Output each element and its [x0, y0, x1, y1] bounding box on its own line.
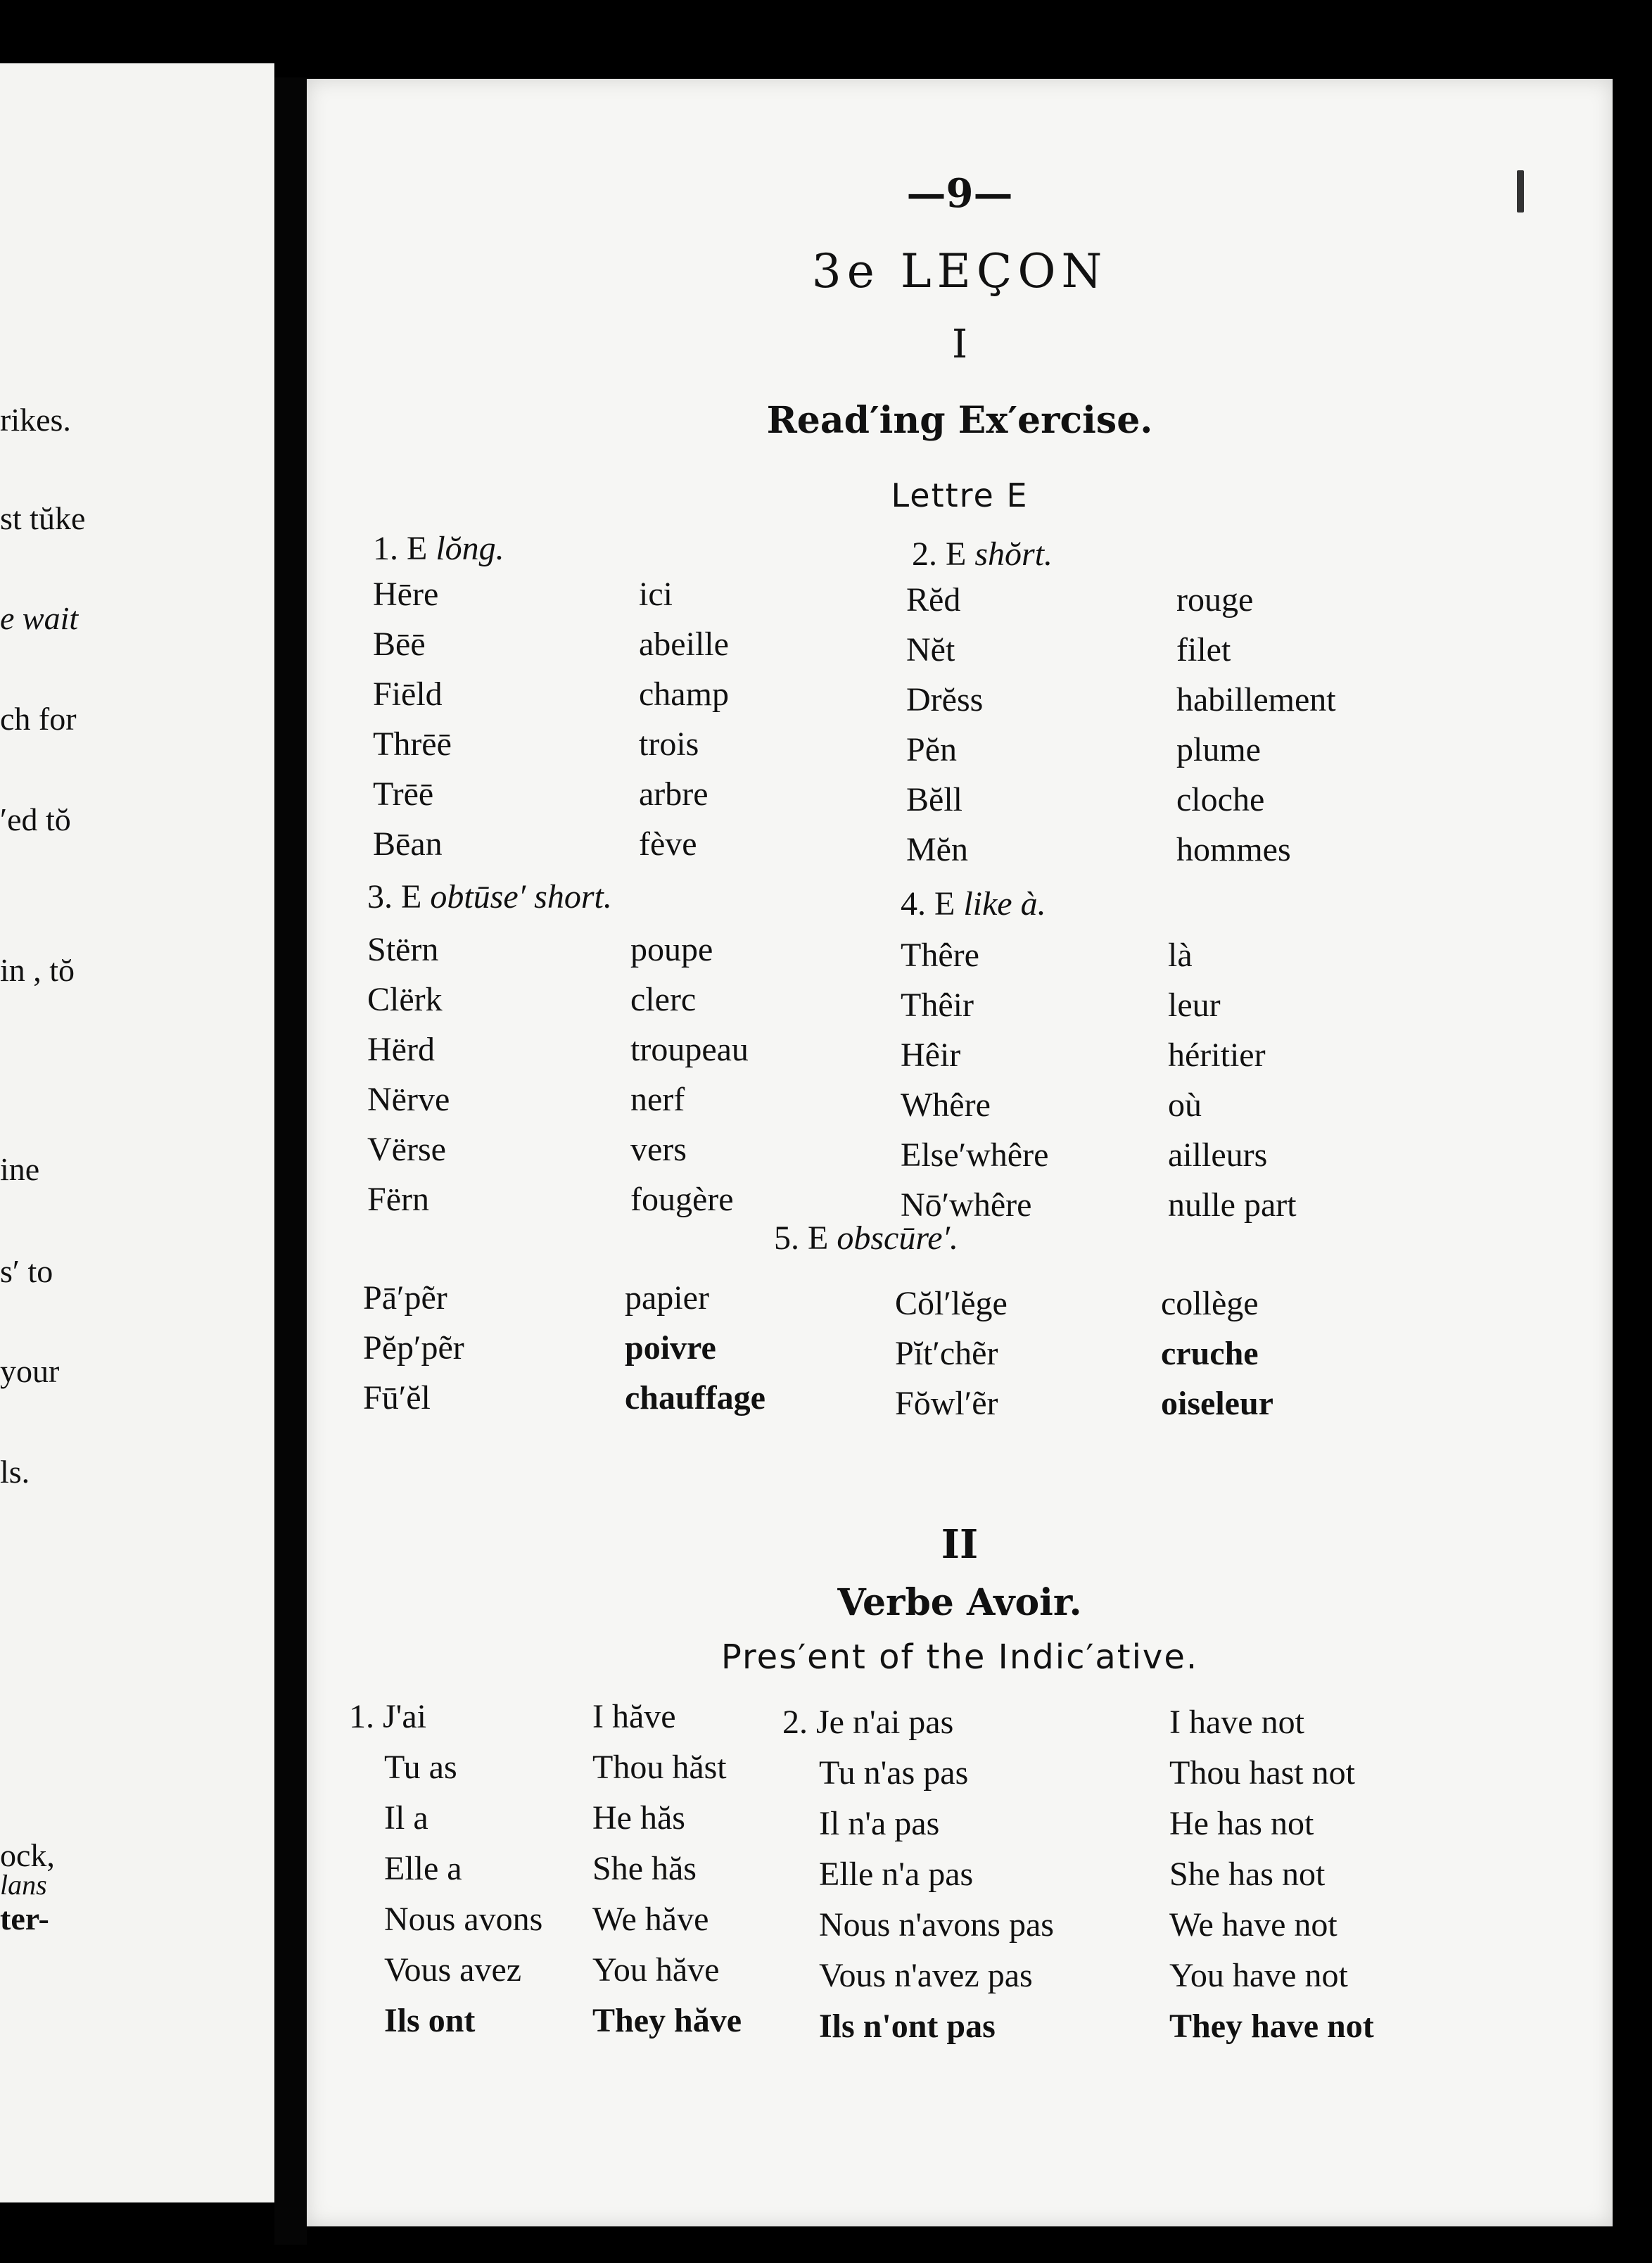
conjugation-cell: Tu n'as pas	[819, 1754, 969, 1792]
reading-exercise-title: Read′ing Ex′ercise.	[766, 399, 1153, 442]
word-cell: Cŏl′lĕge	[895, 1285, 1008, 1322]
word-cell: Fërn	[367, 1181, 429, 1218]
left-page-line: in , tŏ	[0, 952, 75, 988]
conjugation-cell: Il n'a pas	[819, 1805, 940, 1842]
left-page-line: ch for	[0, 701, 77, 737]
word-cell: abeille	[639, 626, 729, 663]
word-cell: plume	[1176, 731, 1261, 768]
word-cell: Pĕn	[906, 731, 957, 768]
left-page-line: ine	[0, 1151, 40, 1187]
word-cell: Fŏwl′ẽr	[895, 1385, 998, 1422]
word-cell: chauffage	[625, 1379, 765, 1416]
conjugation-cell: They have not	[1169, 2008, 1374, 2045]
word-cell: Nërve	[367, 1081, 450, 1118]
left-page-line: lans	[0, 1869, 47, 1901]
word-cell: Hēre	[373, 576, 439, 613]
word-cell: arbre	[639, 775, 709, 813]
word-cell: fougère	[630, 1181, 734, 1218]
word-cell: Thêir	[901, 987, 974, 1024]
word-cell: Fū′ĕl	[363, 1379, 431, 1416]
conjugation-cell: Thou hast not	[1169, 1754, 1355, 1792]
page-number: —9—	[906, 170, 1013, 217]
word-cell: cruche	[1161, 1335, 1259, 1372]
word-cell: clerc	[630, 981, 697, 1018]
conjugation-cell: I have not	[1169, 1704, 1304, 1741]
word-cell: Thêre	[901, 937, 979, 974]
conjugation-cell: Ils ont	[384, 2002, 476, 2039]
left-page-line: st tŭke	[0, 500, 86, 536]
conjugation-cell: Nous avons	[384, 1901, 543, 1938]
conjugation-cell: You hăve	[592, 1951, 720, 1989]
conjugation-cell: She has not	[1169, 1856, 1326, 1893]
conjugation-cell: Ils n'ont pas	[819, 2008, 996, 2045]
conjugation-cell: Il a	[384, 1799, 428, 1837]
word-cell: Mĕn	[906, 831, 968, 868]
previous-page-fragment	[0, 63, 274, 2202]
conjugation-cell: Nous n'avons pas	[819, 1906, 1054, 1944]
left-page-line: ′ed tŏ	[0, 801, 71, 837]
print-mark	[1517, 170, 1524, 213]
word-cell: Pĭt′chẽr	[895, 1335, 998, 1372]
conjugation-cell: He has not	[1169, 1805, 1314, 1842]
verb-title: Verbe Avoir.	[837, 1581, 1082, 1624]
word-cell: ailleurs	[1168, 1136, 1268, 1174]
section-one-numeral: I	[951, 322, 968, 367]
word-cell: poivre	[625, 1329, 716, 1367]
conjugation-cell: Tu as	[384, 1749, 457, 1786]
conjugation-cell: She hăs	[592, 1850, 697, 1887]
group-heading-1: 1. E lŏng.	[373, 530, 504, 567]
word-cell: là	[1168, 937, 1193, 974]
group-heading-5: 5. E obscūre′.	[774, 1219, 959, 1257]
left-page-line: ter-	[0, 1901, 49, 1936]
word-cell: Bēan	[373, 825, 443, 863]
word-cell: Trēē	[373, 775, 434, 813]
left-page-line: s′ to	[0, 1253, 53, 1289]
word-cell: Clërk	[367, 981, 443, 1018]
lesson-title: 3e LEÇON	[811, 244, 1108, 298]
book-gutter	[274, 77, 307, 2245]
conjugation-cell: Vous n'avez pas	[819, 1957, 1033, 1994]
group-heading-4: 4. E like à.	[901, 885, 1046, 923]
word-cell: Hërd	[367, 1031, 435, 1068]
word-cell: hommes	[1176, 831, 1291, 868]
word-cell: oiseleur	[1161, 1385, 1273, 1422]
word-cell: papier	[625, 1279, 709, 1317]
conjugation-cell: 1. J'ai	[349, 1698, 426, 1735]
conjugation-cell: He hăs	[592, 1799, 685, 1837]
letter-title: Lettre E	[891, 476, 1029, 514]
word-cell: troupeau	[630, 1031, 749, 1068]
conjugation-cell: Elle n'a pas	[819, 1856, 974, 1893]
tense-subtitle: Pres′ent of the Indic′ative.	[720, 1637, 1199, 1677]
section-two-numeral: II	[941, 1521, 979, 1568]
word-cell: Nō′whêre	[901, 1186, 1032, 1224]
word-cell: leur	[1168, 987, 1221, 1024]
word-cell: champ	[639, 676, 729, 713]
word-cell: trois	[639, 725, 699, 763]
conjugation-cell: You have not	[1169, 1957, 1348, 1994]
word-cell: filet	[1176, 631, 1231, 668]
word-cell: Pĕp′pẽr	[363, 1329, 464, 1367]
word-cell: où	[1168, 1086, 1202, 1124]
left-page-line: ock,	[0, 1837, 55, 1873]
word-cell: Bĕll	[906, 781, 962, 818]
word-cell: Rĕd	[906, 581, 961, 619]
conjugation-cell: We hăve	[592, 1901, 709, 1938]
word-cell: héritier	[1168, 1037, 1266, 1074]
book-page	[307, 79, 1613, 2226]
word-cell: nulle part	[1168, 1186, 1297, 1224]
conjugation-cell: They hăve	[592, 2002, 742, 2039]
left-page-line: ls.	[0, 1454, 30, 1490]
word-cell: Pā′pẽr	[363, 1279, 447, 1317]
word-cell: rouge	[1176, 581, 1254, 619]
group-heading-3: 3. E obtūse′ short.	[367, 878, 612, 915]
word-cell: ici	[639, 576, 673, 613]
conjugation-cell: I hăve	[592, 1698, 676, 1735]
word-cell: Vërse	[367, 1131, 446, 1168]
conjugation-cell: Thou hăst	[592, 1749, 727, 1786]
word-cell: Bēē	[373, 626, 426, 663]
word-cell: poupe	[630, 931, 713, 968]
left-page-line: e wait	[0, 600, 79, 636]
word-cell: cloche	[1176, 781, 1265, 818]
word-cell: Stërn	[367, 931, 439, 968]
conjugation-cell: Vous avez	[384, 1951, 522, 1989]
conjugation-cell: We have not	[1169, 1906, 1338, 1944]
word-cell: habillement	[1176, 681, 1336, 718]
word-cell: collège	[1161, 1285, 1259, 1322]
word-cell: Fiēld	[373, 676, 443, 713]
conjugation-cell: Elle a	[384, 1850, 462, 1887]
word-cell: vers	[630, 1131, 687, 1168]
word-cell: nerf	[630, 1081, 685, 1118]
word-cell: Else′whêre	[901, 1136, 1049, 1174]
word-cell: Nĕt	[906, 631, 955, 668]
left-page-line: your	[0, 1353, 60, 1389]
word-cell: Hêir	[901, 1037, 961, 1074]
conjugation-cell: 2. Je n'ai pas	[782, 1704, 954, 1741]
word-cell: Drĕss	[906, 681, 984, 718]
word-cell: Thrēē	[373, 725, 452, 763]
group-heading-2: 2. E shŏrt.	[912, 535, 1053, 573]
word-cell: fève	[639, 825, 697, 863]
word-cell: Whêre	[901, 1086, 991, 1124]
left-page-line: rikes.	[0, 402, 71, 438]
